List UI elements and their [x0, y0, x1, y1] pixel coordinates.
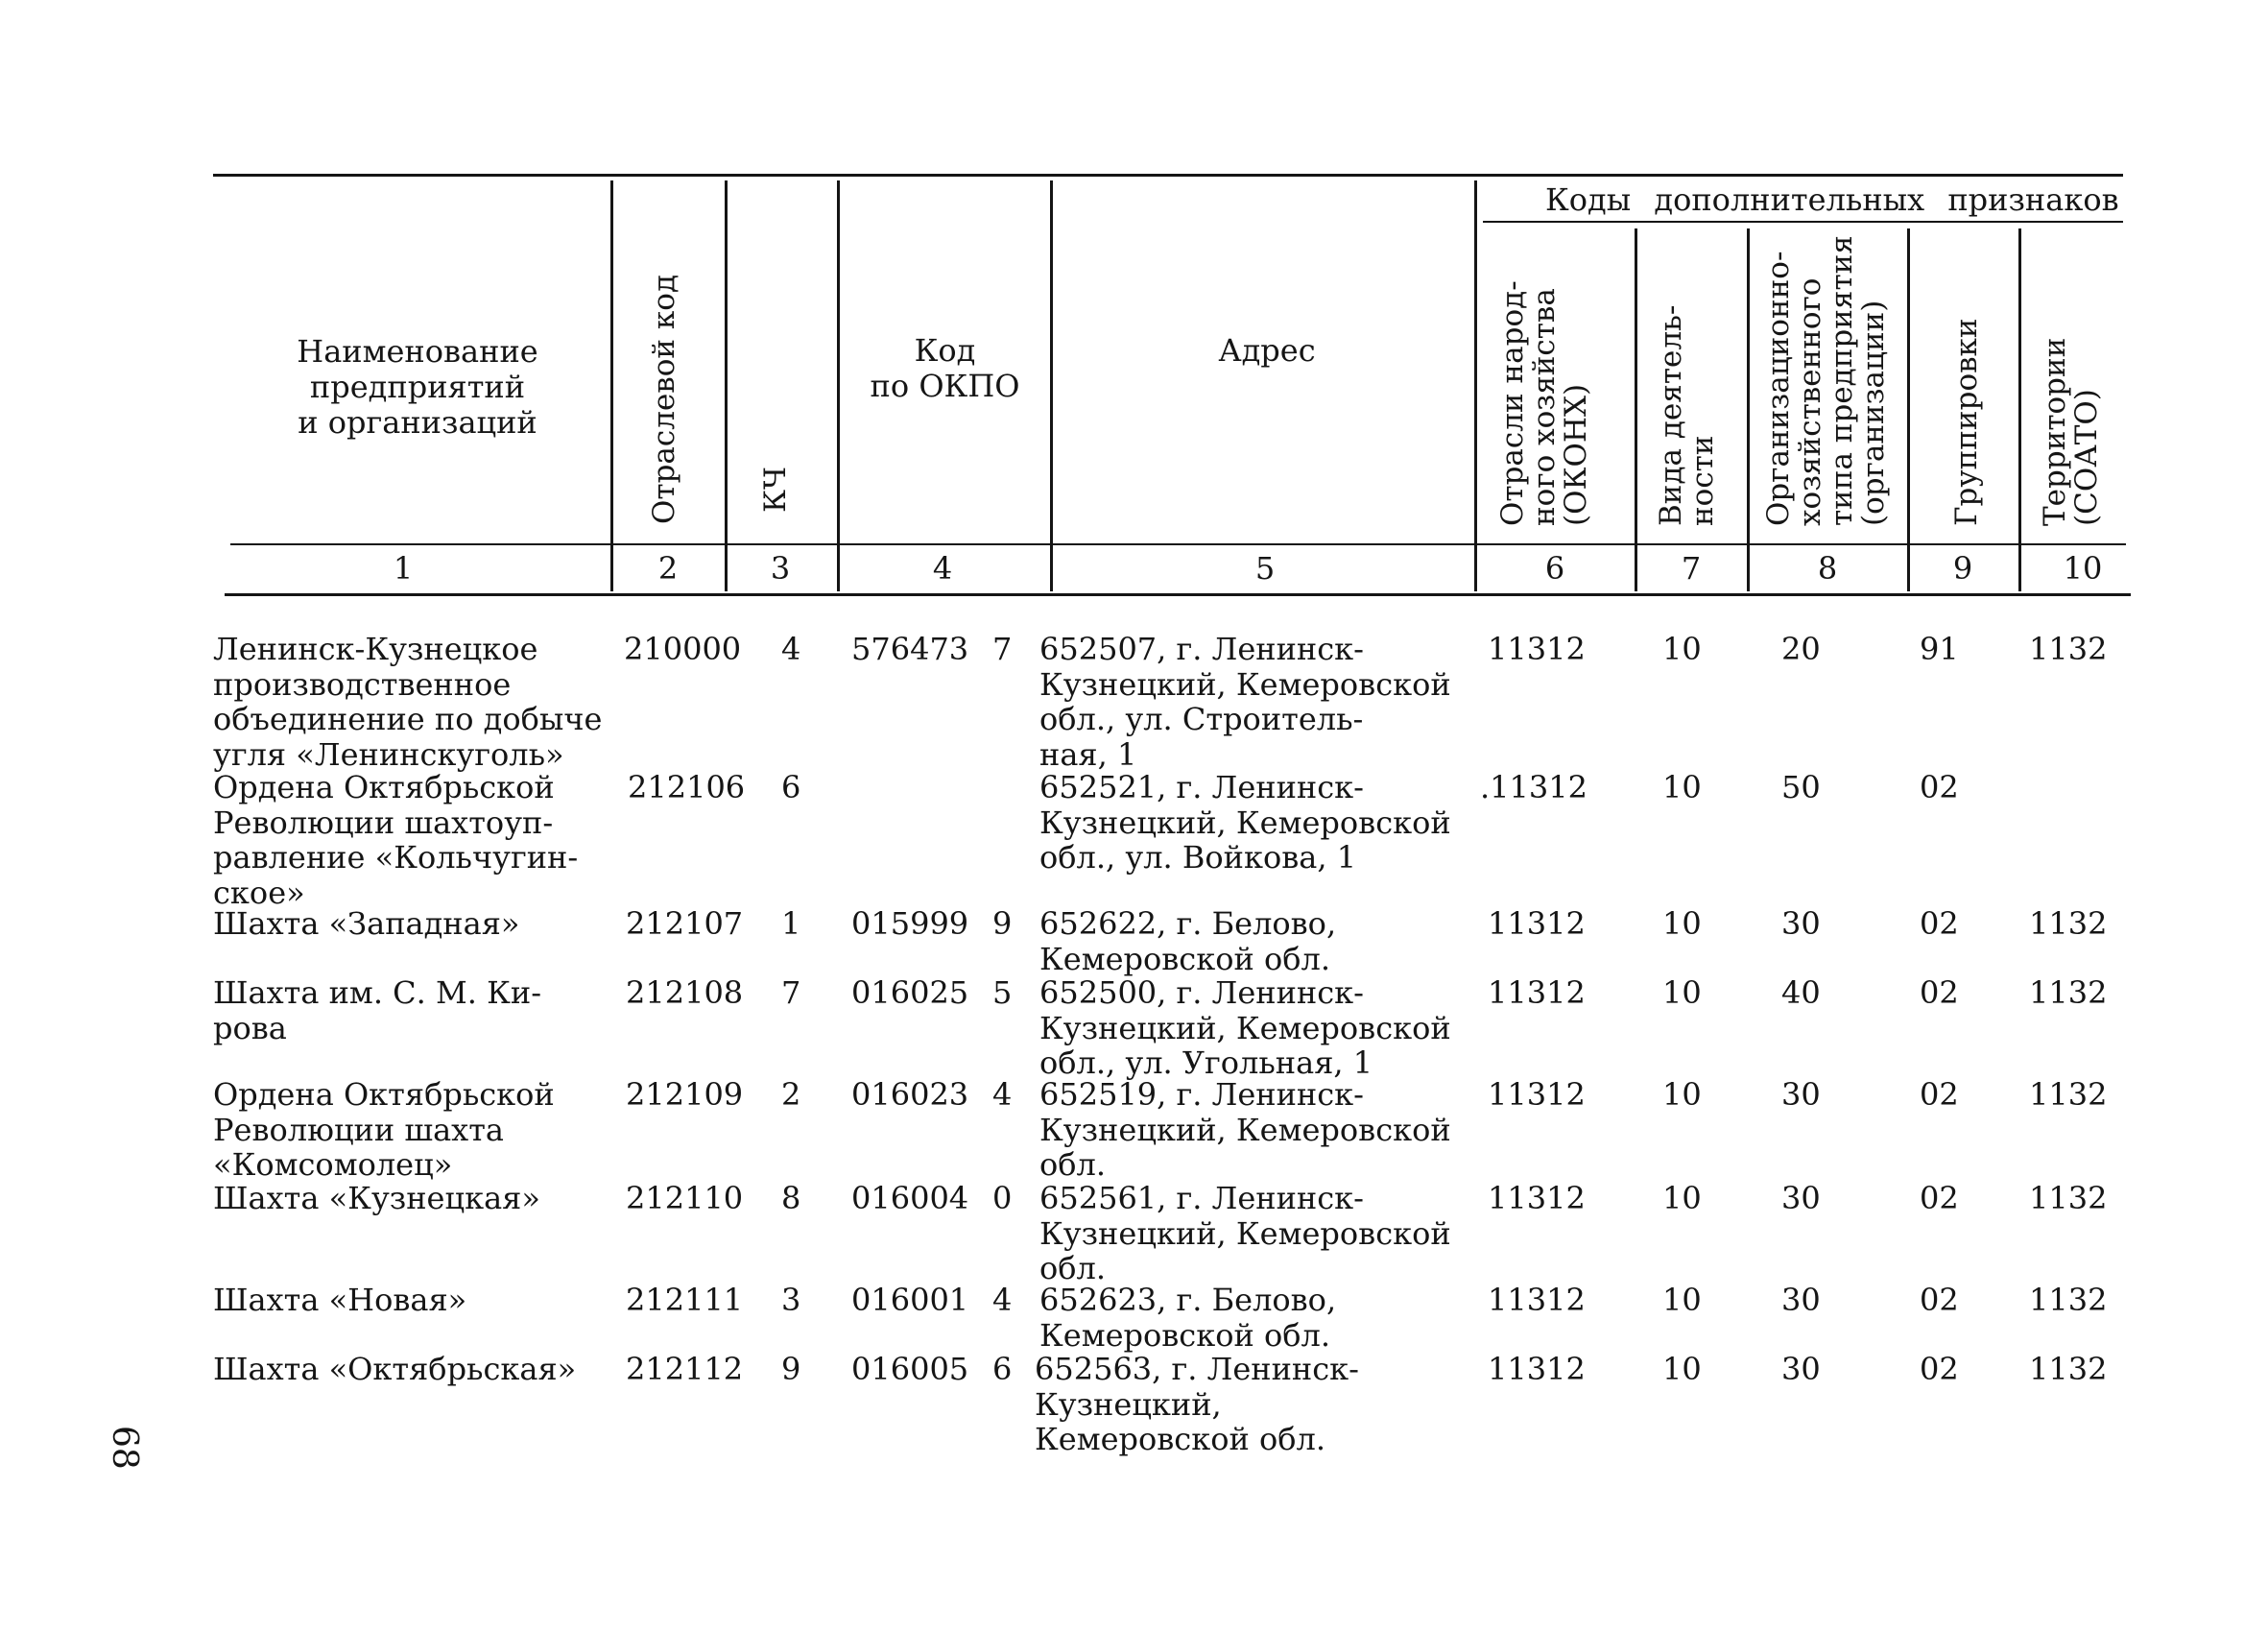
cell-kch: 2 [781, 1076, 801, 1113]
cell-territory: 1132 [2029, 631, 2108, 667]
column-number: 9 [1952, 550, 1973, 587]
cell-address: 652521, г. Ленинск- Кузнецкий, Кемеровской обл., ул. Войкова, 1 [1039, 769, 1451, 876]
col-divider [610, 180, 613, 591]
cell-kch: 8 [781, 1180, 801, 1216]
column-number: 1 [393, 550, 414, 587]
cell-org-type: 40 [1781, 974, 1821, 1011]
cell-grouping: 02 [1920, 905, 1959, 942]
cell-kch: 6 [781, 769, 801, 805]
cell-org-type: 20 [1781, 631, 1821, 667]
cell-kch: 9 [781, 1351, 801, 1387]
cell-okpo: 015999 [851, 905, 969, 942]
cell-okpo: 016023 [851, 1076, 969, 1113]
cell-okonh: 11312 [1488, 905, 1586, 942]
cell-territory: 1132 [2029, 1180, 2108, 1216]
cell-grouping: 02 [1920, 1076, 1959, 1113]
col-divider [1907, 228, 1910, 591]
cell-activity: 10 [1662, 769, 1702, 805]
col-divider [1474, 180, 1477, 591]
column-number: 4 [932, 550, 953, 587]
cell-territory: 1132 [2029, 1282, 2108, 1318]
cell-name: Ордена Октябрьской Революции шахта «Комсомолец» [213, 1076, 555, 1183]
numbers-bottom-rule [225, 593, 2131, 596]
cell-territory: 1132 [2029, 905, 2108, 942]
cell-okpo: 016004 [851, 1180, 969, 1216]
cell-code: 212107 [626, 905, 744, 942]
header-okpo: Код по ОКПО [870, 332, 1020, 404]
column-number: 8 [1817, 550, 1838, 587]
cell-activity: 10 [1662, 1076, 1702, 1113]
cell-territory: 1132 [2029, 974, 2108, 1011]
cell-kch: 4 [781, 631, 801, 667]
cell-org-type: 30 [1781, 1351, 1821, 1387]
col-divider [1050, 180, 1053, 591]
column-number: 5 [1254, 550, 1276, 587]
cell-okpo: 576473 [851, 631, 969, 667]
col-divider [725, 180, 728, 591]
cell-code: 210000 [624, 631, 742, 667]
group-header-rule [1483, 221, 2123, 223]
cell-activity: 10 [1662, 1180, 1702, 1216]
cell-address: 652623, г. Белово, Кемеровской обл. [1039, 1282, 1337, 1354]
col-divider [2018, 228, 2021, 591]
column-number: 6 [1544, 550, 1565, 587]
header-org-type: Организационно- хозяйственного типа предприятия (организации) [1761, 235, 1891, 526]
group-header-codes: Коды дополнительных признаков [1545, 181, 2119, 218]
cell-okpo-check: 4 [992, 1282, 1013, 1318]
cell-address: 652507, г. Ленинск- Кузнецкий, Кемеровской обл., ул. Строитель- ная, 1 [1039, 631, 1451, 773]
column-number: 7 [1681, 550, 1702, 587]
cell-name: Ленинск-Кузнецкое производственное объединение по добыче угля «Ленинскуголь» [213, 631, 603, 773]
col-divider [837, 180, 840, 591]
header-territory: Территории (СОАТО) [2038, 337, 2104, 526]
cell-activity: 10 [1662, 1351, 1702, 1387]
cell-territory: 1132 [2029, 1076, 2108, 1113]
header-okonh: Отрасли народ- ного хозяйства (ОКОНХ) [1495, 280, 1593, 526]
column-number: 2 [657, 550, 679, 587]
cell-okonh: .11312 [1480, 769, 1588, 805]
cell-code: 212110 [626, 1180, 744, 1216]
cell-org-type: 30 [1781, 1282, 1821, 1318]
cell-grouping: 91 [1920, 631, 1959, 667]
cell-territory: 1132 [2029, 1351, 2108, 1387]
cell-name: Шахта им. С. М. Ки- рова [213, 974, 541, 1046]
header-kch: КЧ [758, 467, 793, 513]
cell-activity: 10 [1662, 631, 1702, 667]
cell-okonh: 11312 [1488, 1351, 1586, 1387]
cell-address: 652519, г. Ленинск- Кузнецкий, Кемеровской обл. [1039, 1076, 1451, 1183]
cell-address: 652561, г. Ленинск- Кузнецкий, Кемеровской обл. [1039, 1180, 1451, 1286]
cell-okpo-check: 7 [992, 631, 1013, 667]
cell-address: 652563, г. Ленинск- Кузнецкий, Кемеровской обл. [1035, 1351, 1359, 1457]
cell-activity: 10 [1662, 905, 1702, 942]
cell-code: 212106 [628, 769, 746, 805]
cell-okonh: 11312 [1488, 1180, 1586, 1216]
cell-okpo-check: 9 [992, 905, 1013, 942]
cell-grouping: 02 [1920, 1180, 1959, 1216]
cell-address: 652500, г. Ленинск- Кузнецкий, Кемеровской обл., ул. Угольная, 1 [1039, 974, 1451, 1081]
cell-name: Шахта «Новая» [213, 1282, 467, 1318]
header-bottom-rule [230, 543, 2126, 545]
header-name: Наименование предприятий и организаций [297, 333, 538, 441]
cell-org-type: 30 [1781, 1076, 1821, 1113]
cell-org-type: 50 [1781, 769, 1821, 805]
header-activity: Вида деятель- ности [1654, 304, 1720, 526]
column-number: 3 [770, 550, 791, 587]
cell-code: 212108 [626, 974, 744, 1011]
cell-grouping: 02 [1920, 974, 1959, 1011]
cell-okpo-check: 6 [992, 1351, 1013, 1387]
cell-activity: 10 [1662, 974, 1702, 1011]
header-branch-code: Отраслевой код [647, 274, 681, 524]
cell-okpo: 016001 [851, 1282, 969, 1318]
header-address: Адрес [1218, 332, 1316, 369]
header-grouping: Группировки [1949, 318, 1984, 526]
cell-name: Ордена Октябрьской Революции шахтоуп- равление «Кольчугин- ское» [213, 769, 579, 911]
cell-okpo-check: 5 [992, 974, 1013, 1011]
cell-address: 652622, г. Белово, Кемеровской обл. [1039, 905, 1337, 977]
cell-okpo-check: 4 [992, 1076, 1013, 1113]
cell-okonh: 11312 [1488, 1076, 1586, 1113]
col-divider [1747, 228, 1750, 591]
cell-code: 212109 [626, 1076, 744, 1113]
cell-activity: 10 [1662, 1282, 1702, 1318]
cell-org-type: 30 [1781, 1180, 1821, 1216]
col-divider [1635, 228, 1637, 591]
cell-org-type: 30 [1781, 905, 1821, 942]
cell-okpo: 016025 [851, 974, 969, 1011]
cell-okonh: 11312 [1488, 631, 1586, 667]
page-number: 68 [105, 1426, 144, 1470]
cell-grouping: 02 [1920, 769, 1959, 805]
cell-name: Шахта «Октябрьская» [213, 1351, 577, 1387]
table-top-rule [213, 174, 2123, 177]
cell-okonh: 11312 [1488, 974, 1586, 1011]
cell-grouping: 02 [1920, 1282, 1959, 1318]
column-number: 10 [2063, 550, 2103, 587]
cell-kch: 1 [781, 905, 801, 942]
cell-okpo-check: 0 [992, 1180, 1013, 1216]
cell-code: 212112 [626, 1351, 744, 1387]
cell-code: 212111 [626, 1282, 744, 1318]
cell-name: Шахта «Западная» [213, 905, 520, 942]
cell-kch: 3 [781, 1282, 801, 1318]
cell-okpo: 016005 [851, 1351, 969, 1387]
cell-name: Шахта «Кузнецкая» [213, 1180, 540, 1216]
cell-okonh: 11312 [1488, 1282, 1586, 1318]
cell-kch: 7 [781, 974, 801, 1011]
cell-grouping: 02 [1920, 1351, 1959, 1387]
